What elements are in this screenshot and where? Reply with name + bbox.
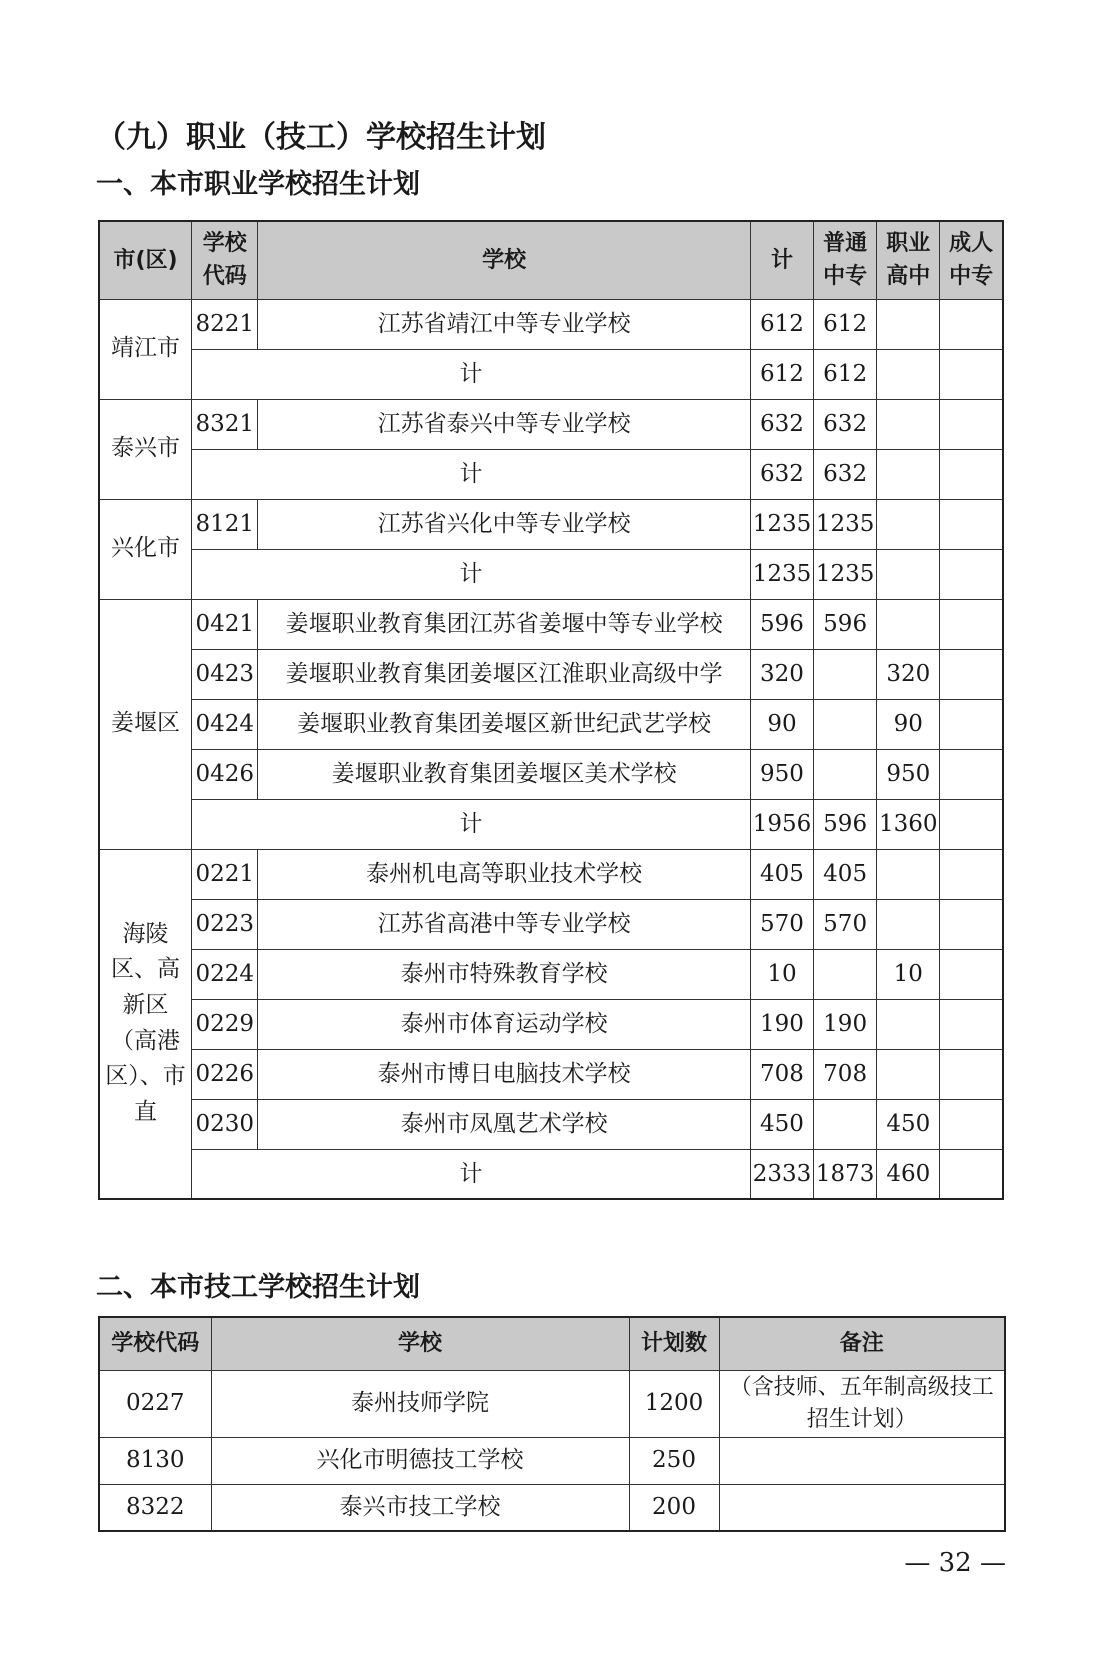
total-cell: 632: [750, 449, 813, 499]
header-vocational: 职业高中: [877, 221, 940, 299]
technical-school-table: [98, 1316, 1006, 1532]
school-name: 江苏省兴化中等专业学校: [258, 499, 751, 549]
header-school: 学校: [258, 221, 751, 299]
general-cell: [814, 699, 877, 749]
school-name: 江苏省靖江中等专业学校: [258, 299, 751, 349]
table-row: [99, 399, 1003, 449]
table-row: [99, 299, 1003, 349]
vocational-cell: 320: [877, 649, 940, 699]
vocational-cell: [877, 849, 940, 899]
vocational-school-table: [98, 220, 1004, 1200]
total-cell: 10: [750, 949, 813, 999]
header-adult: 成人中专: [940, 221, 1003, 299]
header-general: 普通中专: [814, 221, 877, 299]
adult-cell: [940, 599, 1003, 649]
total-cell: 1235: [750, 499, 813, 549]
school-code: 0426: [192, 749, 258, 799]
school-name: 泰兴市技工学校: [211, 1484, 629, 1531]
total-cell: 1235: [750, 549, 813, 599]
vocational-cell: 950: [877, 749, 940, 799]
adult-cell: [940, 1099, 1003, 1149]
page-number: — 32 —: [904, 1548, 1006, 1578]
general-cell: 190: [814, 999, 877, 1049]
total-cell: 320: [750, 649, 813, 699]
school-name: 姜堰职业教育集团江苏省姜堰中等专业学校: [258, 599, 751, 649]
total-cell: 90: [750, 699, 813, 749]
adult-cell: [940, 499, 1003, 549]
note-cell: [719, 1484, 1005, 1531]
note-cell: （含技师、五年制高级技工招生计划）: [719, 1370, 1005, 1437]
vocational-cell: [877, 899, 940, 949]
adult-cell: [940, 349, 1003, 399]
region-cell: 泰兴市: [99, 399, 192, 499]
header-code: 学校代码: [192, 221, 258, 299]
general-cell: [814, 949, 877, 999]
general-cell: 612: [814, 299, 877, 349]
header-code: 学校代码: [99, 1317, 211, 1370]
table-row: [99, 949, 1003, 999]
school-code: 0221: [192, 849, 258, 899]
table-row: [99, 999, 1003, 1049]
header-plan: 计划数: [629, 1317, 719, 1370]
general-cell: 632: [814, 399, 877, 449]
subtotal-row: [99, 449, 1003, 499]
vocational-cell: [877, 299, 940, 349]
adult-cell: [940, 1149, 1003, 1199]
general-cell: [814, 649, 877, 699]
total-cell: 632: [750, 399, 813, 449]
table-header-row: [99, 1317, 1005, 1370]
plan-cell: 250: [629, 1437, 719, 1484]
general-cell: 596: [814, 599, 877, 649]
table-row: [99, 749, 1003, 799]
subtotal-label: 计: [192, 799, 751, 849]
subtotal-row: [99, 799, 1003, 849]
general-cell: 1235: [814, 499, 877, 549]
table-row: [99, 899, 1003, 949]
subtotal-label: 计: [192, 349, 751, 399]
plan-cell: 200: [629, 1484, 719, 1531]
adult-cell: [940, 399, 1003, 449]
adult-cell: [940, 699, 1003, 749]
vocational-cell: 90: [877, 699, 940, 749]
general-cell: [814, 749, 877, 799]
adult-cell: [940, 649, 1003, 699]
adult-cell: [940, 549, 1003, 599]
table-row: [99, 1370, 1005, 1437]
school-name: 泰州市特殊教育学校: [258, 949, 751, 999]
table-row: [99, 1049, 1003, 1099]
school-name: 泰州市凤凰艺术学校: [258, 1099, 751, 1149]
school-code: 0226: [192, 1049, 258, 1099]
general-cell: 632: [814, 449, 877, 499]
vocational-cell: 10: [877, 949, 940, 999]
table-row: [99, 1484, 1005, 1531]
general-cell: [814, 1099, 877, 1149]
table-header-row: [99, 221, 1003, 299]
adult-cell: [940, 899, 1003, 949]
total-cell: 570: [750, 899, 813, 949]
general-cell: 570: [814, 899, 877, 949]
vocational-cell: [877, 1049, 940, 1099]
school-name: 泰州市博日电脑技术学校: [258, 1049, 751, 1099]
general-cell: 1873: [814, 1149, 877, 1199]
vocational-cell: [877, 449, 940, 499]
region-cell: 姜堰区: [99, 599, 192, 849]
school-name: 姜堰职业教育集团姜堰区美术学校: [258, 749, 751, 799]
vocational-cell: [877, 349, 940, 399]
school-name: 江苏省泰兴中等专业学校: [258, 399, 751, 449]
school-code: 8130: [99, 1437, 211, 1484]
section2-title: 二、本市技工学校招生计划: [96, 1272, 420, 1303]
adult-cell: [940, 849, 1003, 899]
general-cell: 1235: [814, 549, 877, 599]
school-code: 0224: [192, 949, 258, 999]
adult-cell: [940, 999, 1003, 1049]
subtotal-label: 计: [192, 1149, 751, 1199]
table-row: [99, 1099, 1003, 1149]
adult-cell: [940, 299, 1003, 349]
school-code: 0223: [192, 899, 258, 949]
total-cell: 596: [750, 599, 813, 649]
subtotal-row: [99, 349, 1003, 399]
vocational-cell: 450: [877, 1099, 940, 1149]
adult-cell: [940, 949, 1003, 999]
vocational-cell: [877, 399, 940, 449]
subtotal-row: [99, 1149, 1003, 1199]
school-code: 8121: [192, 499, 258, 549]
school-code: 0230: [192, 1099, 258, 1149]
table-row: [99, 499, 1003, 549]
school-name: 泰州技师学院: [211, 1370, 629, 1437]
table-row: [99, 849, 1003, 899]
vocational-cell: 1360: [877, 799, 940, 849]
school-code: 0421: [192, 599, 258, 649]
header-school: 学校: [211, 1317, 629, 1370]
vocational-cell: 460: [877, 1149, 940, 1199]
school-code: 0424: [192, 699, 258, 749]
note-cell: [719, 1437, 1005, 1484]
subtotal-label: 计: [192, 449, 751, 499]
vocational-cell: [877, 599, 940, 649]
table-row: [99, 599, 1003, 649]
general-cell: 405: [814, 849, 877, 899]
header-note: 备注: [719, 1317, 1005, 1370]
total-cell: 612: [750, 349, 813, 399]
total-cell: 1956: [750, 799, 813, 849]
total-cell: 2333: [750, 1149, 813, 1199]
total-cell: 612: [750, 299, 813, 349]
region-cell: 海陵区、高新区（高港区）、市直: [99, 849, 192, 1199]
general-cell: 708: [814, 1049, 877, 1099]
table-row: [99, 649, 1003, 699]
region-cell: 兴化市: [99, 499, 192, 599]
school-name: 姜堰职业教育集团姜堰区新世纪武艺学校: [258, 699, 751, 749]
adult-cell: [940, 449, 1003, 499]
page-title: （九）职业（技工）学校招生计划: [96, 120, 546, 155]
header-total: 计: [750, 221, 813, 299]
region-cell: 靖江市: [99, 299, 192, 399]
school-code: 0423: [192, 649, 258, 699]
total-cell: 708: [750, 1049, 813, 1099]
vocational-cell: [877, 499, 940, 549]
section1-title: 一、本市职业学校招生计划: [96, 169, 420, 200]
total-cell: 405: [750, 849, 813, 899]
school-name: 兴化市明德技工学校: [211, 1437, 629, 1484]
plan-cell: 1200: [629, 1370, 719, 1437]
general-cell: 596: [814, 799, 877, 849]
total-cell: 950: [750, 749, 813, 799]
school-code: 0227: [99, 1370, 211, 1437]
school-name: 江苏省高港中等专业学校: [258, 899, 751, 949]
school-name: 泰州市体育运动学校: [258, 999, 751, 1049]
school-name: 泰州机电高等职业技术学校: [258, 849, 751, 899]
school-code: 0229: [192, 999, 258, 1049]
adult-cell: [940, 1049, 1003, 1099]
total-cell: 450: [750, 1099, 813, 1149]
vocational-cell: [877, 999, 940, 1049]
subtotal-label: 计: [192, 549, 751, 599]
adult-cell: [940, 749, 1003, 799]
general-cell: 612: [814, 349, 877, 399]
total-cell: 190: [750, 999, 813, 1049]
subtotal-row: [99, 549, 1003, 599]
school-name: 姜堰职业教育集团姜堰区江淮职业高级中学: [258, 649, 751, 699]
adult-cell: [940, 799, 1003, 849]
school-code: 8221: [192, 299, 258, 349]
school-code: 8321: [192, 399, 258, 449]
table-row: [99, 1437, 1005, 1484]
vocational-cell: [877, 549, 940, 599]
table-row: [99, 699, 1003, 749]
header-region: 市(区): [99, 221, 192, 299]
school-code: 8322: [99, 1484, 211, 1531]
